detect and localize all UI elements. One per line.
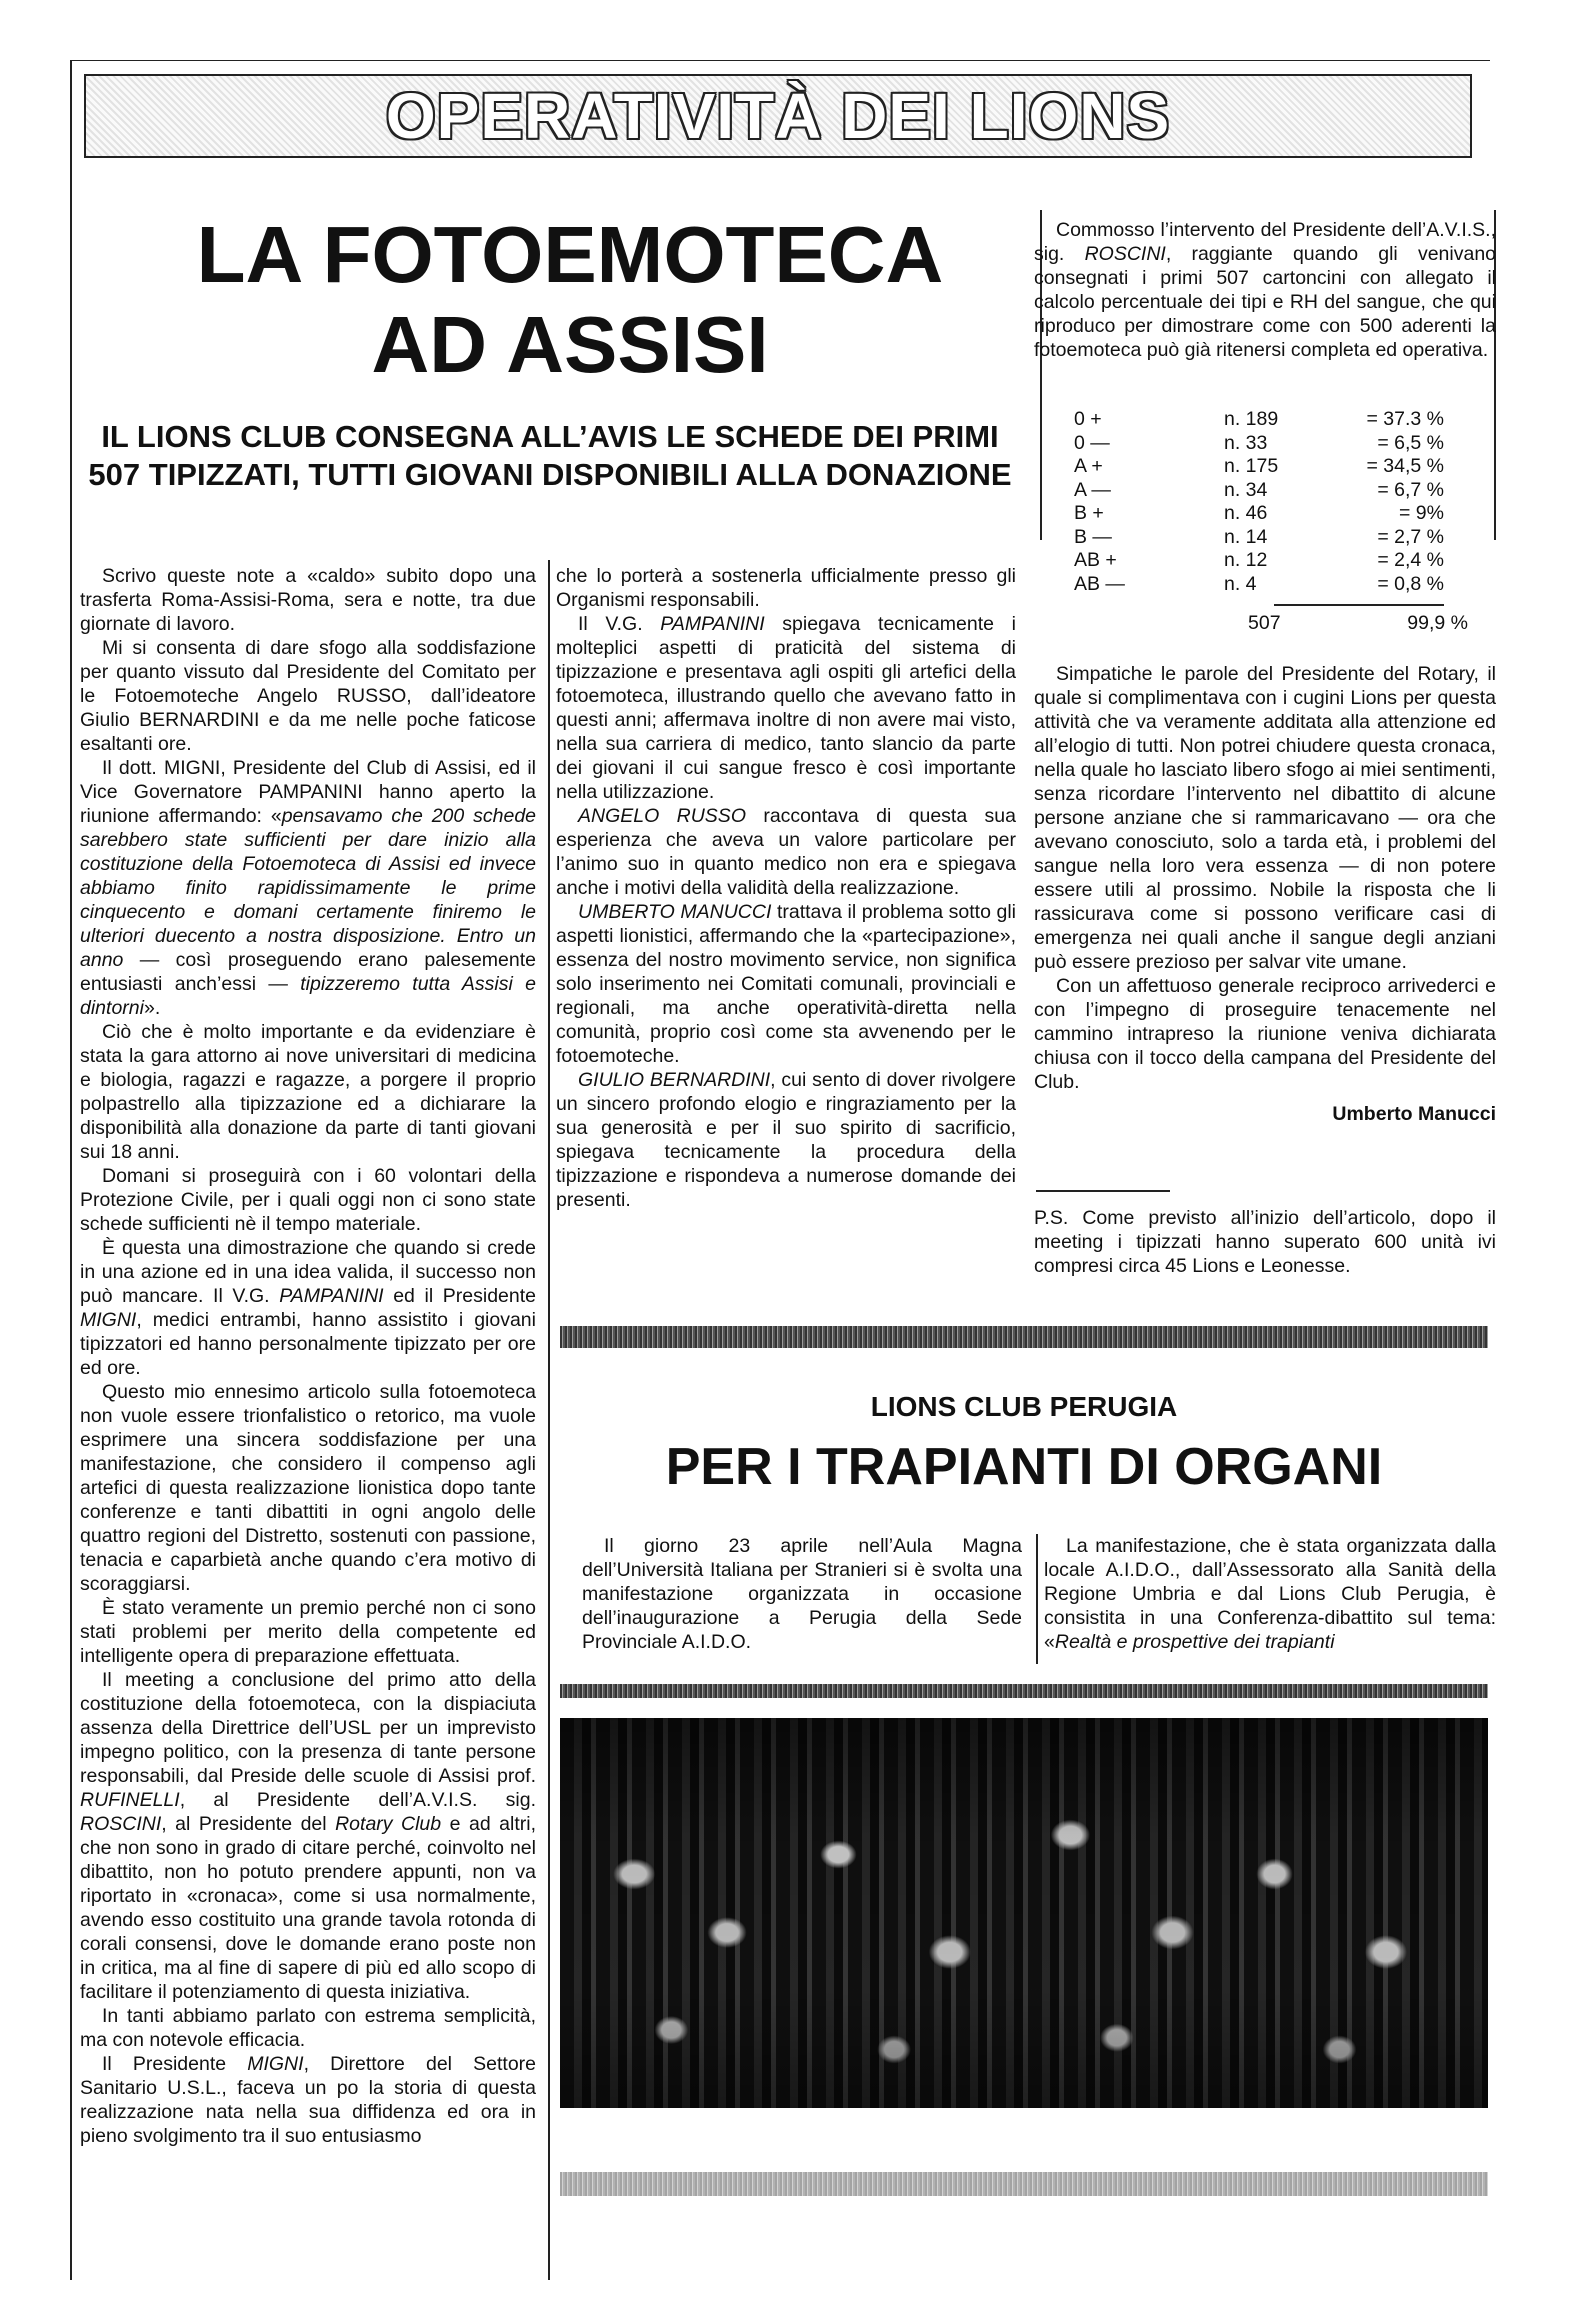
article2-column-right: La manifestazione, che è stata organizzata dalla locale A.I.D.O., dall’Assessorato alla Sanità della Regione Umbria e dal Lions Club Perugia, è consistita in una Conferenza-dibattito sul tema: «Realtà e prospettive dei trapianti bbox=[1044, 1535, 1496, 1653]
table-total-rule bbox=[1274, 604, 1444, 606]
paragraph: È stato veramente un premio perché non ci sono stati problemi per merito della competente ed intelligente opera di preparazione effettuata. bbox=[80, 1597, 536, 1667]
paragraph: che lo porterà a sostenerla ufficialmente presso gli Organismi responsabili. bbox=[556, 565, 1016, 611]
crowd-photo bbox=[560, 1718, 1488, 2108]
table-total-row bbox=[1074, 612, 1474, 636]
article2-column-left: Il giorno 23 aprile nell’Aula Magna dell’Università Italiana per Stranieri si è svolta una manifestazione organizzata in occasione dell’inaugurazione a Perugia della Sede Provinciale A.I.D.O. bbox=[582, 1535, 1022, 1653]
separator-stripe-middle bbox=[560, 1684, 1488, 1698]
paragraph: Con un affettuoso generale reciproco arrivederci e con l’impegno di proseguire tenacemente nel cammino intrapreso la riunione veniva dichiarata chiusa con il tocco della campana del Presidente del Club. bbox=[1034, 975, 1496, 1093]
table-row: AB — n. 4 = 0,8 % bbox=[1074, 572, 1444, 595]
table-row: AB + n. 12 = 2,4 % bbox=[1074, 549, 1444, 571]
table-row: A + n. 175 = 34,5 % bbox=[1074, 455, 1444, 477]
paragraph: Domani si proseguirà con i 60 volontari della Protezione Civile, per i quali oggi non ci sono state schede sufficienti nè il tempo materiale. bbox=[80, 1165, 536, 1235]
table-row: 0 — n. 33 = 6,5 % bbox=[1074, 431, 1444, 454]
table-row: A — n. 34 = 6,7 % bbox=[1074, 478, 1444, 501]
paragraph: Mi si consenta di dare sfogo alla soddisfazione per quanto vissuto dal Presidente del Comitato per le Fotoemoteche Angelo RUSSO, dall’ideatore Giulio BERNARDINI e da me nelle poche faticose esaltanti ore. bbox=[80, 637, 536, 755]
article-title-line1: LA FOTOEMOTECA bbox=[196, 210, 944, 299]
table-row: B + n. 46 = 9% bbox=[1074, 502, 1444, 524]
article-column-1 bbox=[80, 564, 536, 2148]
article-title bbox=[140, 210, 1000, 390]
paragraph: Simpatiche le parole del Presidente del Rotary, il quale si complimentava con i cugini Lions per questa attività che va veramente additata alla attenzione ed all’elogio di tutti. Non potrei chiudere questa cronaca, nella quale ho lasciato libero sfogo ai miei sentimenti, senza ricordare l’intervento nel dibattito di alcune persone anziane che si rammaricavano — ora che avevano conosciuto, solo a tarda età, i problemi del sangue nella loro vera essenza — di non potere essere utili al prossimo. Nobile la risposta che li rassicurava come si possono verificare casi di emergenza nei quali anche il sangue degli anziani può essere prezioso per salvar vite umane. bbox=[1034, 663, 1496, 973]
left-margin-rule bbox=[70, 60, 72, 2280]
paragraph: ANGELO RUSSO raccontava di questa sua esperienza che aveva un valore particolare per l’animo suo in quanto medico non era e spiegava anche i motivi della validità della realizzazione. bbox=[556, 805, 1016, 899]
paragraph: Il dott. MIGNI, Presidente del Club di Assisi, ed il Vice Governatore PAMPANINI hanno aperto la riunione affermando: «pensavamo che 200 schede sarebbero state sufficienti per dare inizio alla costituzione della Fotoemoteca di Assisi ed invece abbiamo finito rapidissimamente le prime cinquecento e domani certamente finiremo le ulteriori duecento a nostra disposizione. Entro un anno — così proseguendo erano palesemente entusiasti anch’essi — tipizzeremo tutta Assisi e dintorni». bbox=[80, 757, 537, 1019]
column-rule-1 bbox=[548, 560, 550, 2280]
blood-type-table bbox=[1074, 408, 1474, 636]
paragraph: Il meeting a conclusione del primo atto della costituzione della fotoemoteca, con la dispiaciuta assenza della Direttrice dell’USL per un imprevisto impegno politico, con la presenza di tante persone responsabili, dal Preside delle scuole di Assisi prof. RUFINELLI, al Presidente dell’A.V.I.S. sig. ROSCINI, al Presidente del Rotary Club e ad altri, che non sono in grado di citare perché, coinvolto nel dibattito, non ho potuto prendere appunti, non va riportato in «cronaca», come si usa normalmente, avendo esso costituito una grande tavola rotonda di corali consensi, dove le domande erano poste non in critica, ma al fine di sapere di più ed allo scopo di facilitare il potenziamento di questa iniziativa. bbox=[80, 1669, 536, 2003]
article2-column-rule bbox=[1036, 1534, 1038, 1664]
ps-separator bbox=[1036, 1190, 1170, 1192]
article-column-2 bbox=[556, 564, 1016, 1212]
section-banner bbox=[84, 74, 1472, 158]
paragraph: Il V.G. PAMPANINI spiegava tecnicamente i molteplici aspetti di praticità del sistema di tipizzazione e presentava agli ospiti gli artefici della fotoemoteca, illustrando quello che avevano fatto in questi anni; affermava inoltre di non avere mai visto, nella sua carriera di medico, tanto slancio da parte dei giovani il cui sangue fresco è così importante nella utilizzazione. bbox=[556, 613, 1016, 803]
postscript: P.S. Come previsto all’inizio dell’articolo, dopo il meeting i tipizzati hanno superato 600 unità ivi compresi circa 45 Lions e Leonesse. bbox=[1034, 1207, 1496, 1277]
top-rule bbox=[70, 60, 1490, 61]
article-column-3-body bbox=[1034, 662, 1496, 1126]
paragraph: Ciò che è molto importante e da evidenziare è stata la gara attorno ai nove universitari di medicina e biologia, ragazzi e ragazze, a porgere il proprio polpastrello alla tipizzazione ed a dichiarare la disponibilità alla donazione da parte di tanti giovani sui 18 anni. bbox=[80, 1021, 536, 1163]
table-total-percent: 99,9 % bbox=[1407, 612, 1468, 634]
paragraph: Il Presidente MIGNI, Direttore del Settore Sanitario U.S.L., faceva un po la storia di questa realizzazione nata nella sua diffidenza ed ora in pieno svolgimento tra il suo entusiasmo bbox=[80, 2053, 536, 2147]
article2-title: PER I TRAPIANTI DI ORGANI bbox=[665, 1438, 1383, 1496]
photo-shading bbox=[560, 1718, 1488, 2108]
paragraph: In tanti abbiamo parlato con estrema semplicità, ma con notevole efficacia. bbox=[80, 2005, 536, 2051]
signature: Umberto Manucci bbox=[1332, 1103, 1496, 1125]
article2-kicker: LIONS CLUB PERUGIA bbox=[870, 1391, 1178, 1422]
section-banner-title: OPERATIVITÀ DEI LIONS bbox=[385, 80, 1171, 152]
article-subtitle: IL LIONS CLUB CONSEGNA ALL’AVIS LE SCHEDE DEI PRIMI 507 TIPIZZATI, TUTTI GIOVANI DISPONIBILI ALLA DONAZIONE bbox=[88, 419, 1012, 492]
table-total-count: 507 bbox=[1248, 612, 1281, 634]
separator-stripe-top bbox=[560, 1326, 1488, 1348]
paragraph: È questa una dimostrazione che quando si crede in una azione ed in una idea valida, il successo non può mancare. Il V.G. PAMPANINI ed il Presidente MIGNI, medici entrambi, hanno assistito i giovani tipizzatori ed hanno personalmente tipizzato per ore ed ore. bbox=[80, 1237, 536, 1379]
paragraph: UMBERTO MANUCCI trattava il problema sotto gli aspetti lionistici, affermando che la «partecipazione», essenza del nostro movimento service, non significa solo inserimento nei Comitati comunali, provinciali e regionali, ma anche operatività-diretta nella comunità, proprio così come sta avvenendo per le fotoemoteche. bbox=[556, 901, 1016, 1067]
separator-stripe-bottom bbox=[560, 2172, 1488, 2196]
article-column-3 bbox=[1034, 218, 1496, 362]
paragraph: GIULIO BERNARDINI, cui sento di dover rivolgere un sincero profondo elogio e ringraziamento per la sua generosità e per il suo spirito di sacrificio, spiegava tecnicamente la procedura della tipizzazione e rispondeva a numerose domande dei presenti. bbox=[556, 1069, 1016, 1211]
table-row: 0 + n. 189 = 37.3 % bbox=[1074, 408, 1444, 430]
table-row: B — n. 14 = 2,7 % bbox=[1074, 525, 1444, 548]
article-title-line2: AD ASSISI bbox=[371, 300, 769, 389]
paragraph: Commosso l’intervento del Presidente dell’A.V.I.S., sig. ROSCINI, raggiante quando gli venivano consegnati i primi 507 cartoncini con allegato il calcolo percentuale dei tipi e RH del sangue, che qui riproduco per dimostrare come con 500 aderenti la fotoemoteca può già ritenersi completa ed operativa. bbox=[1034, 219, 1497, 361]
paragraph: Scrivo queste note a «caldo» subito dopo una trasferta Roma-Assisi-Roma, sera e notte, tra due giornate di lavoro. bbox=[80, 565, 536, 635]
paragraph: Questo mio ennesimo articolo sulla fotoemoteca non vuole essere trionfalistico o retorico, ma vuole esprimere una sincera soddisfazione per una manifestazione, che considero il compenso agli artefici di questa realizzazione lionistica dopo tante conferenze e tanti dibattiti in ogni angolo delle quattro regioni del Distretto, sostenuti con passione, tenacia e caparbietà anche quando c’era motivo di scoraggiarsi. bbox=[80, 1381, 536, 1595]
